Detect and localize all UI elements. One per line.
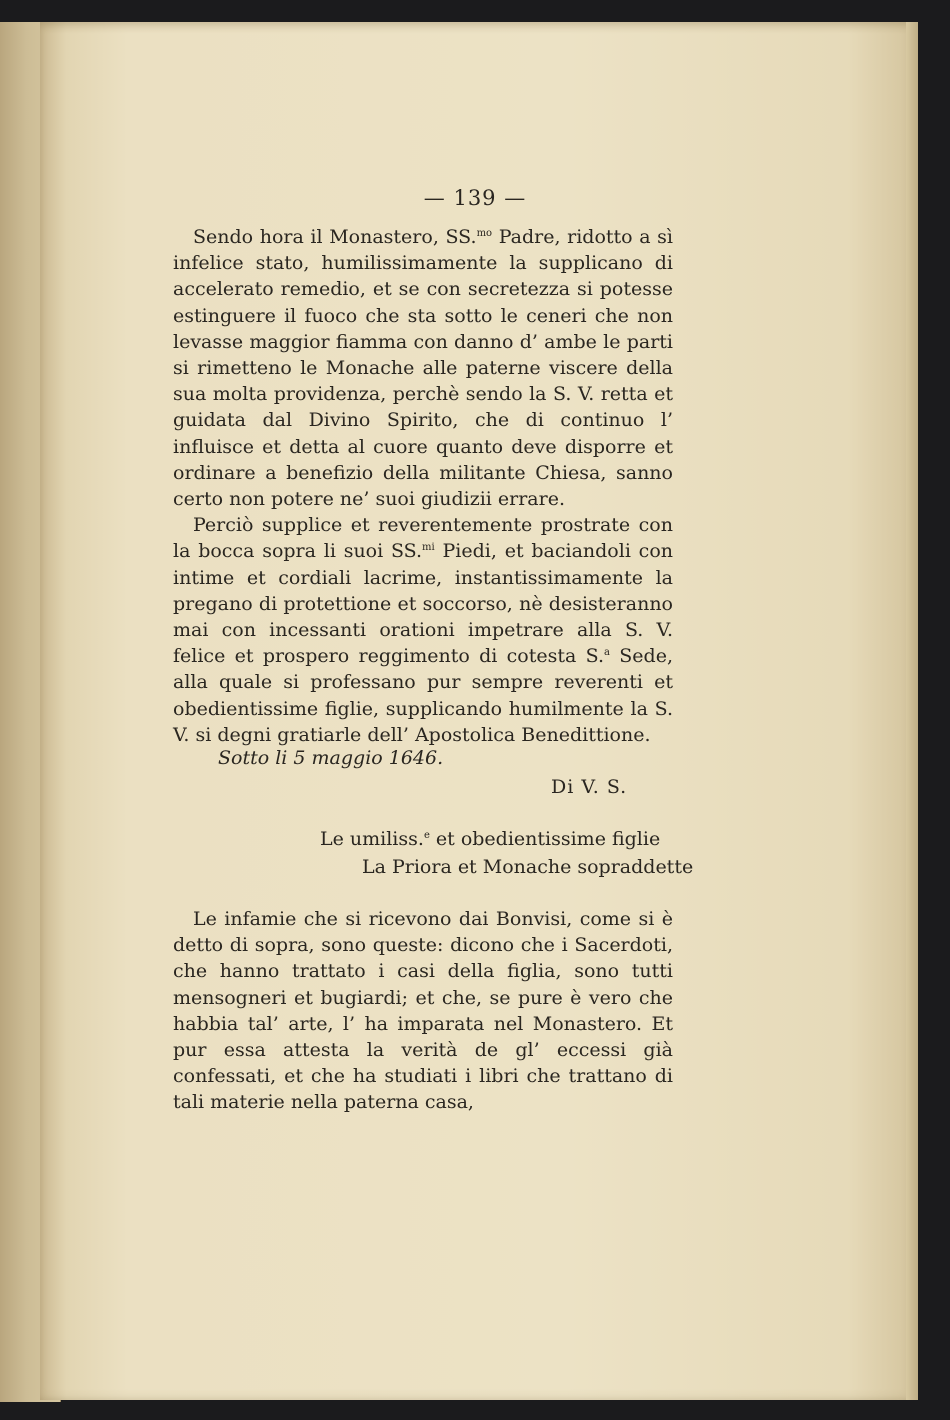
page-number: — 139 — (423, 186, 527, 210)
signature-line-1-b: et obedientissime figlie (429, 828, 661, 850)
signature-line-1 (320, 828, 660, 850)
superscript-mi: mi (422, 542, 435, 554)
paragraph-2-text-c: Sede, alla quale si professano pur sempre reverenti et obedientissime figlie, supplicando humilmente la S. V. si degni gratiarle dell’ Apostolica Benedittione. (173, 645, 674, 746)
dateline: Sotto li 5 maggio 1646. (218, 747, 444, 769)
paragraph-3: Le infamie che si ricevono dai Bonvisi, come si è detto di sopra, sono queste: dicono che i Sacerdoti, che hanno trattato i casi della figlia, sono tutti mensogneri et bugiardi; et che, se pure è vero che habbia tal’ arte, l’ ha imparata nel Monastero. Et pur essa attesta la verità de gl’ eccessi già confessati, et che ha studiati i libri che trattano di tali materie nella paterna casa, (173, 908, 673, 1114)
page-fore-edge (906, 22, 918, 1400)
paragraph-1 (173, 224, 673, 512)
superscript-e: e (423, 830, 430, 841)
commentary-body (173, 906, 673, 1116)
paragraph-2 (173, 512, 673, 748)
paragraph-1-text-b: Padre, ridotto a sì infelice stato, humilissimamente la supplicano di accelerato remedio, et se con secretezza si potesse estinguere il fuoco che sta sotto le ceneri che non levasse maggior fiamma con danno d’ ambe le parti si rimetteno le Monache alle paterne viscere della sua molta providenza, perchè sendo la S. V. retta et guidata dal Divino Spirito, che di continuo l’ influisce et detta al cuore quanto deve disporre et ordinare a benefizio della militante Chiesa, sanno certo non potere ne’ suoi giudizii errare. (173, 226, 673, 511)
superscript-a: a (604, 647, 610, 659)
paragraph-1-text-a: Sendo hora il Monastero, SS. (193, 226, 477, 248)
paragraph-2-text-b: Piedi, et baciandoli con intime et cordiali lacrime, instantissimamente la pregano di protettione et soccorso, nè desisteranno mai con incessanti orationi impetrare alla S. V. felice et prospero reggimento di cotesta S. (173, 540, 673, 668)
salutation: Di V. S. (551, 776, 628, 798)
letter-body (173, 224, 673, 748)
signature-line-1-a: Le umiliss. (320, 828, 424, 850)
signature-line-2: La Priora et Monache sopraddette (362, 856, 694, 878)
paragraph-2-text-a: Perciò supplice et reverentemente prostrate con la bocca sopra li suoi SS. (173, 514, 673, 563)
superscript-mo: mo (476, 228, 493, 239)
